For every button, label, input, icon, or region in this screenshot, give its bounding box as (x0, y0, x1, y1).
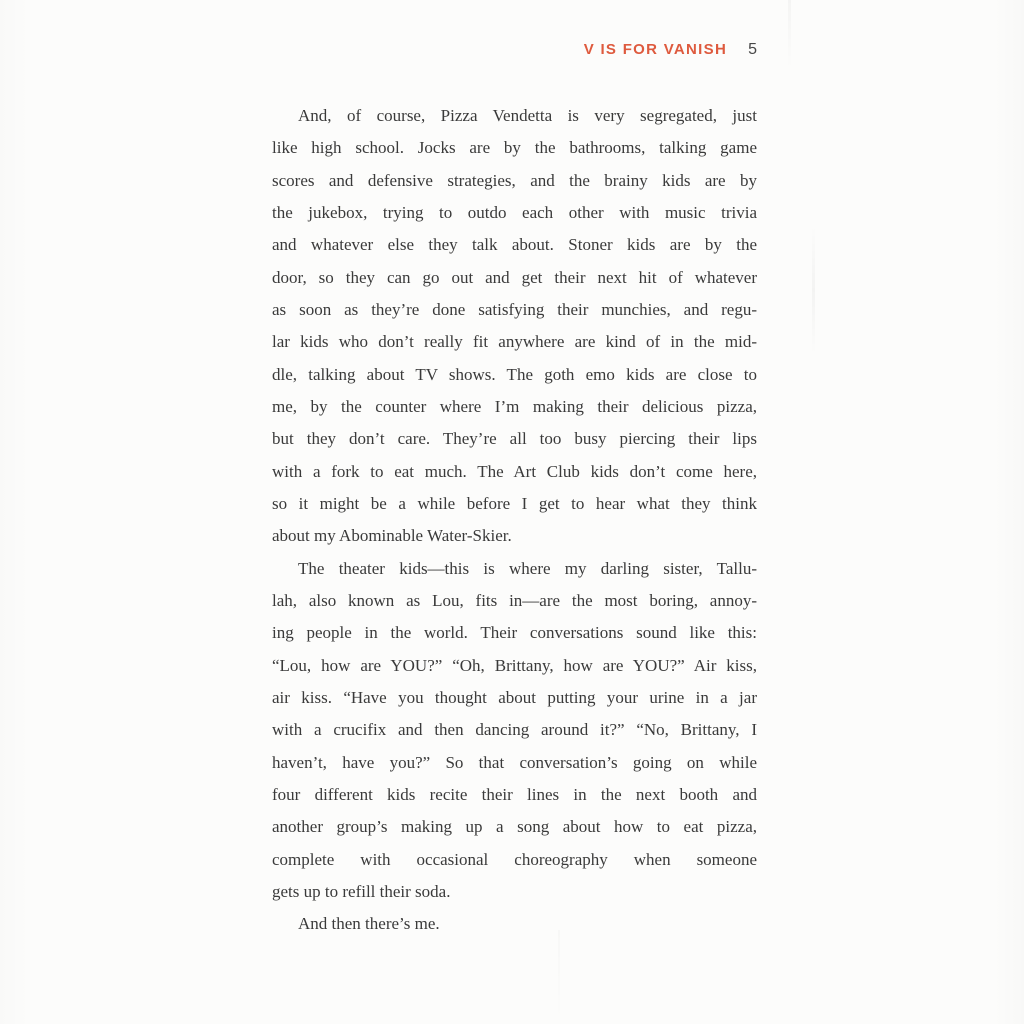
text-line: gets up to refill their soda. (272, 881, 451, 901)
text-line: four different kids recite their lines in the next booth and (272, 784, 757, 804)
paragraph (272, 553, 757, 909)
text-line: as soon as they’re done satisfying their munchies, and regu- (272, 299, 757, 319)
text-line: dle, talking about TV shows. The goth emo kids are close to (272, 364, 757, 384)
page-number: 5 (748, 41, 757, 58)
scan-crease (812, 225, 815, 355)
text-line: And, of course, Pizza Vendetta is very segregated, just (298, 106, 757, 125)
text-line: scores and defensive strategies, and the brainy kids are by (272, 170, 757, 190)
text-line: me, by the counter where I’m making their delicious pizza, (272, 396, 757, 416)
scan-crease (788, 0, 791, 70)
text-line: about my Abominable Water-Skier. (272, 526, 512, 546)
text-line: another group’s making up a song about how to eat pizza, (272, 817, 757, 837)
text-line: ing people in the world. Their conversations sound like this: (272, 623, 757, 643)
text-line: complete with occasional choreography when someone (272, 849, 757, 869)
text-line: with a crucifix and then dancing around it?” “No, Brittany, I (272, 720, 757, 740)
running-head: V IS FOR VANISH (583, 41, 728, 58)
text-line: “Lou, how are YOU?” “Oh, Brittany, how are YOU?” Air kiss, (272, 655, 757, 675)
text-line: like high school. Jocks are by the bathrooms, talking game (272, 138, 757, 158)
text-line: The theater kids—this is where my darling sister, Tallu- (298, 558, 757, 578)
text-line: but they don’t care. They’re all too busy piercing their lips (272, 429, 757, 449)
page-text (272, 100, 757, 941)
text-line: and whatever else they talk about. Stoner kids are by the (272, 235, 757, 255)
text-line: so it might be a while before I get to hear what they think (272, 493, 757, 513)
text-line: air kiss. “Have you thought about putting your urine in a jar (272, 687, 757, 707)
text-line: lar kids who don’t really fit anywhere are kind of in the mid- (272, 332, 757, 352)
text-line: the jukebox, trying to outdo each other with music trivia (272, 202, 757, 222)
text-line: And then there’s me. (298, 914, 440, 934)
paragraph (272, 100, 757, 553)
text-line: door, so they can go out and get their next hit of whatever (272, 267, 757, 287)
text-line: with a fork to eat much. The Art Club kids don’t come here, (272, 461, 757, 481)
text-line: lah, also known as Lou, fits in—are the most boring, annoy- (272, 590, 757, 610)
scan-crease (558, 930, 560, 1024)
text-line: haven’t, have you?” So that conversation’s going on while (272, 752, 757, 772)
page-header (272, 40, 757, 60)
paragraph (272, 908, 757, 940)
